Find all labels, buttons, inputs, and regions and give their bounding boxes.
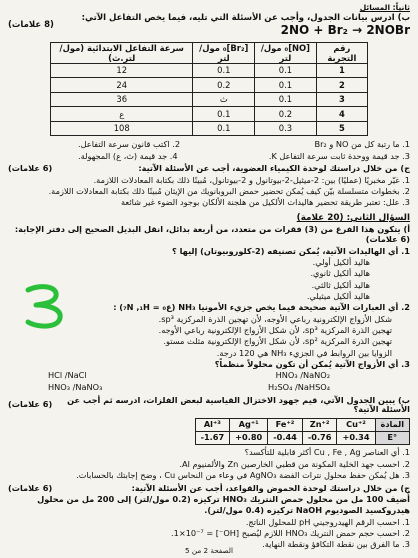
question-text: 3. علل: تعتبر طريقة تحضير هاليدات الألكيل من هلجنة الألكان بوجود الضوء غير شائعة: [121, 197, 410, 208]
table-cell: 0.3: [255, 121, 317, 136]
options-row: [8, 371, 410, 381]
question-text: 1. ما رتبة كل من NO و Br₂: [314, 139, 410, 150]
table-row: [195, 432, 409, 445]
table-cell: Al⁺³: [195, 419, 230, 432]
question-row: [8, 140, 410, 150]
question-text: 3. هل يُمكن حفظ محلول نترات الفضة AgNO₃ في وعاء من النحاس Cu ، وضح إجابتك بالحسابات.: [76, 469, 410, 480]
table-header-cell: المادة: [375, 419, 409, 432]
header-cell: رقم التجربة: [316, 42, 367, 63]
marks-label: (8 علامات): [8, 20, 54, 31]
question-intro-row: [8, 13, 410, 38]
table-cell: 5: [316, 121, 367, 136]
section-intro: أ) يتكون هذا الفرع من (3) فقرات من متعدد، من أربعة بدائل، انقل البديل الصحيح إلى دفتر الإجابة: (6 علامات): [14, 224, 410, 245]
marks-label: (6 علامات): [8, 399, 53, 410]
question-text: 3. أي الأزواج الآتية يُمكن أن تكون محلولاً منظماً؟: [214, 358, 410, 369]
question-text: 2. احسب جهد الخلية المكونة من قطبي الخارصين Zn والألمنيوم Al.: [179, 458, 410, 469]
table-row: [51, 63, 368, 78]
table-row: [51, 121, 368, 136]
table-header-cell: E°: [375, 432, 409, 445]
option-text: شكل الأزواج الإلكترونية رباعي الأوجه، لأن تهجين الذرة المركزية sp³.: [158, 313, 392, 324]
option-text: هاليد ألكيل ثانوي.: [310, 268, 370, 279]
marks-label: (6 علامات): [8, 482, 53, 493]
part-c2-heading: [8, 484, 410, 494]
table-cell: 24: [51, 78, 193, 93]
section-intro: ب) يبين الجدول الآتي، قيم جهود الاختزال القياسية لبعض الفلزات، ادرسه ثم أجب عن الأسئلة الآتية؟: [67, 394, 410, 415]
option-text: H₂SO₄ /NaHSO₄: [268, 381, 330, 392]
table-cell: 36: [51, 92, 193, 107]
table-cell: 0.1: [255, 92, 317, 107]
question-text: 1. أي العناصر Cu , Fe , Ag أكثر قابلية للتأكسد؟: [244, 447, 410, 458]
table-cell: ع: [51, 107, 193, 122]
section-2-heading: [8, 213, 410, 224]
table-cell: 0.1: [193, 107, 255, 122]
table-cell: 3: [316, 92, 367, 107]
page-footer: الصفحة 2 من 5: [185, 546, 233, 556]
table-cell: 0.1: [193, 63, 255, 78]
section-heading: ثانياً: المسائل: [359, 3, 410, 12]
table-cell: 0.1: [255, 78, 317, 93]
potential-table: [195, 418, 410, 445]
table-row: [51, 92, 368, 107]
question-intro: ب) ادرس بيانات الجدول، وأجب عن الأسئلة التي تليه، فيما يخص التفاعل الآتي: 2NO + Br₂ → 2NOBr: [81, 13, 410, 38]
option-text: هاليد ألكيل أولي.: [312, 256, 370, 267]
table-cell: 0.2: [193, 78, 255, 93]
table-row: [195, 419, 409, 432]
table-cell: 0.1: [193, 121, 255, 136]
table-cell: 0.2: [255, 107, 317, 122]
header-cell: [NO]₀ مول/لتر: [255, 42, 317, 63]
option-text: هاليد ألكيل ميثيلي.: [306, 290, 370, 301]
option-text: HCl /NaCl: [48, 370, 87, 381]
table-cell: Fe⁺²: [268, 419, 303, 432]
option-text: هاليد ألكيل ثالثي.: [311, 279, 370, 290]
rate-table: [50, 42, 368, 137]
option-text: تهجين الذرة المركزية sp²، لأن شكل الأزواج الإلكترونية مثلث مستو.: [163, 336, 392, 347]
table-cell: 4: [316, 107, 367, 122]
section-intro: ج) من خلال دراستك لوحدة الكيمياء العضوية، أجب عن الأسئلة الآتية:: [138, 163, 410, 174]
marks-label: (6 علامات): [8, 163, 53, 174]
table-cell: 108: [51, 121, 193, 136]
table-row: [51, 78, 368, 93]
table-cell: 0.1: [255, 63, 317, 78]
section-title: السؤال الثاني: (20 علامة): [296, 213, 410, 224]
question-text: 2. احسب حجم حمض النتريك HNO₃ اللازم ليُصبح [OH⁻] = 1×10⁻⁷.: [171, 528, 410, 539]
question-text: 3. جد قيمة ووحدة ثابت سرعة التفاعل K.: [268, 150, 410, 161]
part-b-heading: [8, 396, 410, 416]
question-text: 1. احسب الرقم الهيدروجيني pH للمحلول الناتج.: [245, 516, 410, 527]
rate-table-header: [51, 42, 368, 63]
table-cell: -0.76: [302, 432, 337, 445]
reaction-equation: 2NO + Br₂ → 2NOBr: [280, 23, 410, 38]
part-c-heading: [8, 164, 410, 174]
question-text: 2. اكتب قانون سرعة التفاعل.: [78, 139, 181, 150]
table-cell: 12: [51, 63, 193, 78]
table-cell: ث: [193, 92, 255, 107]
section-intro: ج) من خلال دراستك لوحدة الحموض والقواعد، أجب عن الأسئلة الآتية:: [131, 482, 410, 493]
table-cell: Zn⁺²: [302, 419, 337, 432]
option-text: HNO₃ /NaNO₃: [48, 381, 103, 392]
question-row: [8, 152, 410, 162]
question-text: 4. جد قيمة (ث، ع) المجهولة.: [78, 150, 178, 161]
option-text: الزوايا بين الروابط في الجزيء NH₃ هي 120 درجة.: [216, 347, 392, 358]
option-text: تهجين الذرة المركزية sp³، لأن شكل الأزواج الإلكترونية رباعي الأوجه.: [158, 324, 392, 335]
table-cell: +0.80: [230, 432, 268, 445]
table-cell: -1.67: [195, 432, 230, 445]
table-cell: Ag⁺¹: [230, 419, 268, 432]
table-cell: 1: [316, 63, 367, 78]
question-text: 2. أي العبارات الآتية صحيحة فيما يخص جزيء الأمونيا NH₃ (ع₀ = ₇N ,₁H) :: [113, 302, 410, 313]
handwritten-three-mark: [22, 282, 68, 330]
table-cell: Cu⁺²: [337, 419, 375, 432]
question-text: أُضيف 100 مل من محلول حمض النتريك HNO₃ تركيزه (0.2 مول/لتر) إلى 200 مل من محلول: [37, 494, 410, 505]
header-cell: [Br₂]₀ مول/لتر: [193, 42, 255, 63]
table-cell: 2: [316, 78, 367, 93]
options-row: [8, 383, 410, 393]
question-text: هيدروكسيد الصوديوم NaOH تركيزه (0.4 مول/لتر).: [204, 505, 410, 516]
table-row: [51, 107, 368, 122]
question-text: 1. غيّر مخبريًا (عمليًا) بين: 2-ميثيل-2-بيوتانول و 2-بيوتانول، مُبينًا ذلك بكتابة المعادلات اللازمة.: [93, 174, 410, 185]
question-text: 3. ما الفرق بين نقطة التكافؤ ونقطة النهاية.: [262, 539, 410, 550]
table-cell: +0.34: [337, 432, 375, 445]
question-text: 2. بخطوات متسلسلة بيّن كيف يُمكن تحضير حمض البروبانويك من الإيثان مُبينًا ذلك بكتابة المعادلات اللازمة.: [48, 186, 410, 197]
table-cell: -0.44: [268, 432, 303, 445]
option-text: HNO₃ /NaNO₂: [275, 370, 330, 381]
question-text: 1. أي الهاليدات الآتية، يُمكن تصنيفه (2-كلوروبيوتان) إليها ؟: [171, 245, 410, 256]
header-cell: سرعة التفاعل الابتدائية (مول/لتر.ث): [51, 42, 193, 63]
